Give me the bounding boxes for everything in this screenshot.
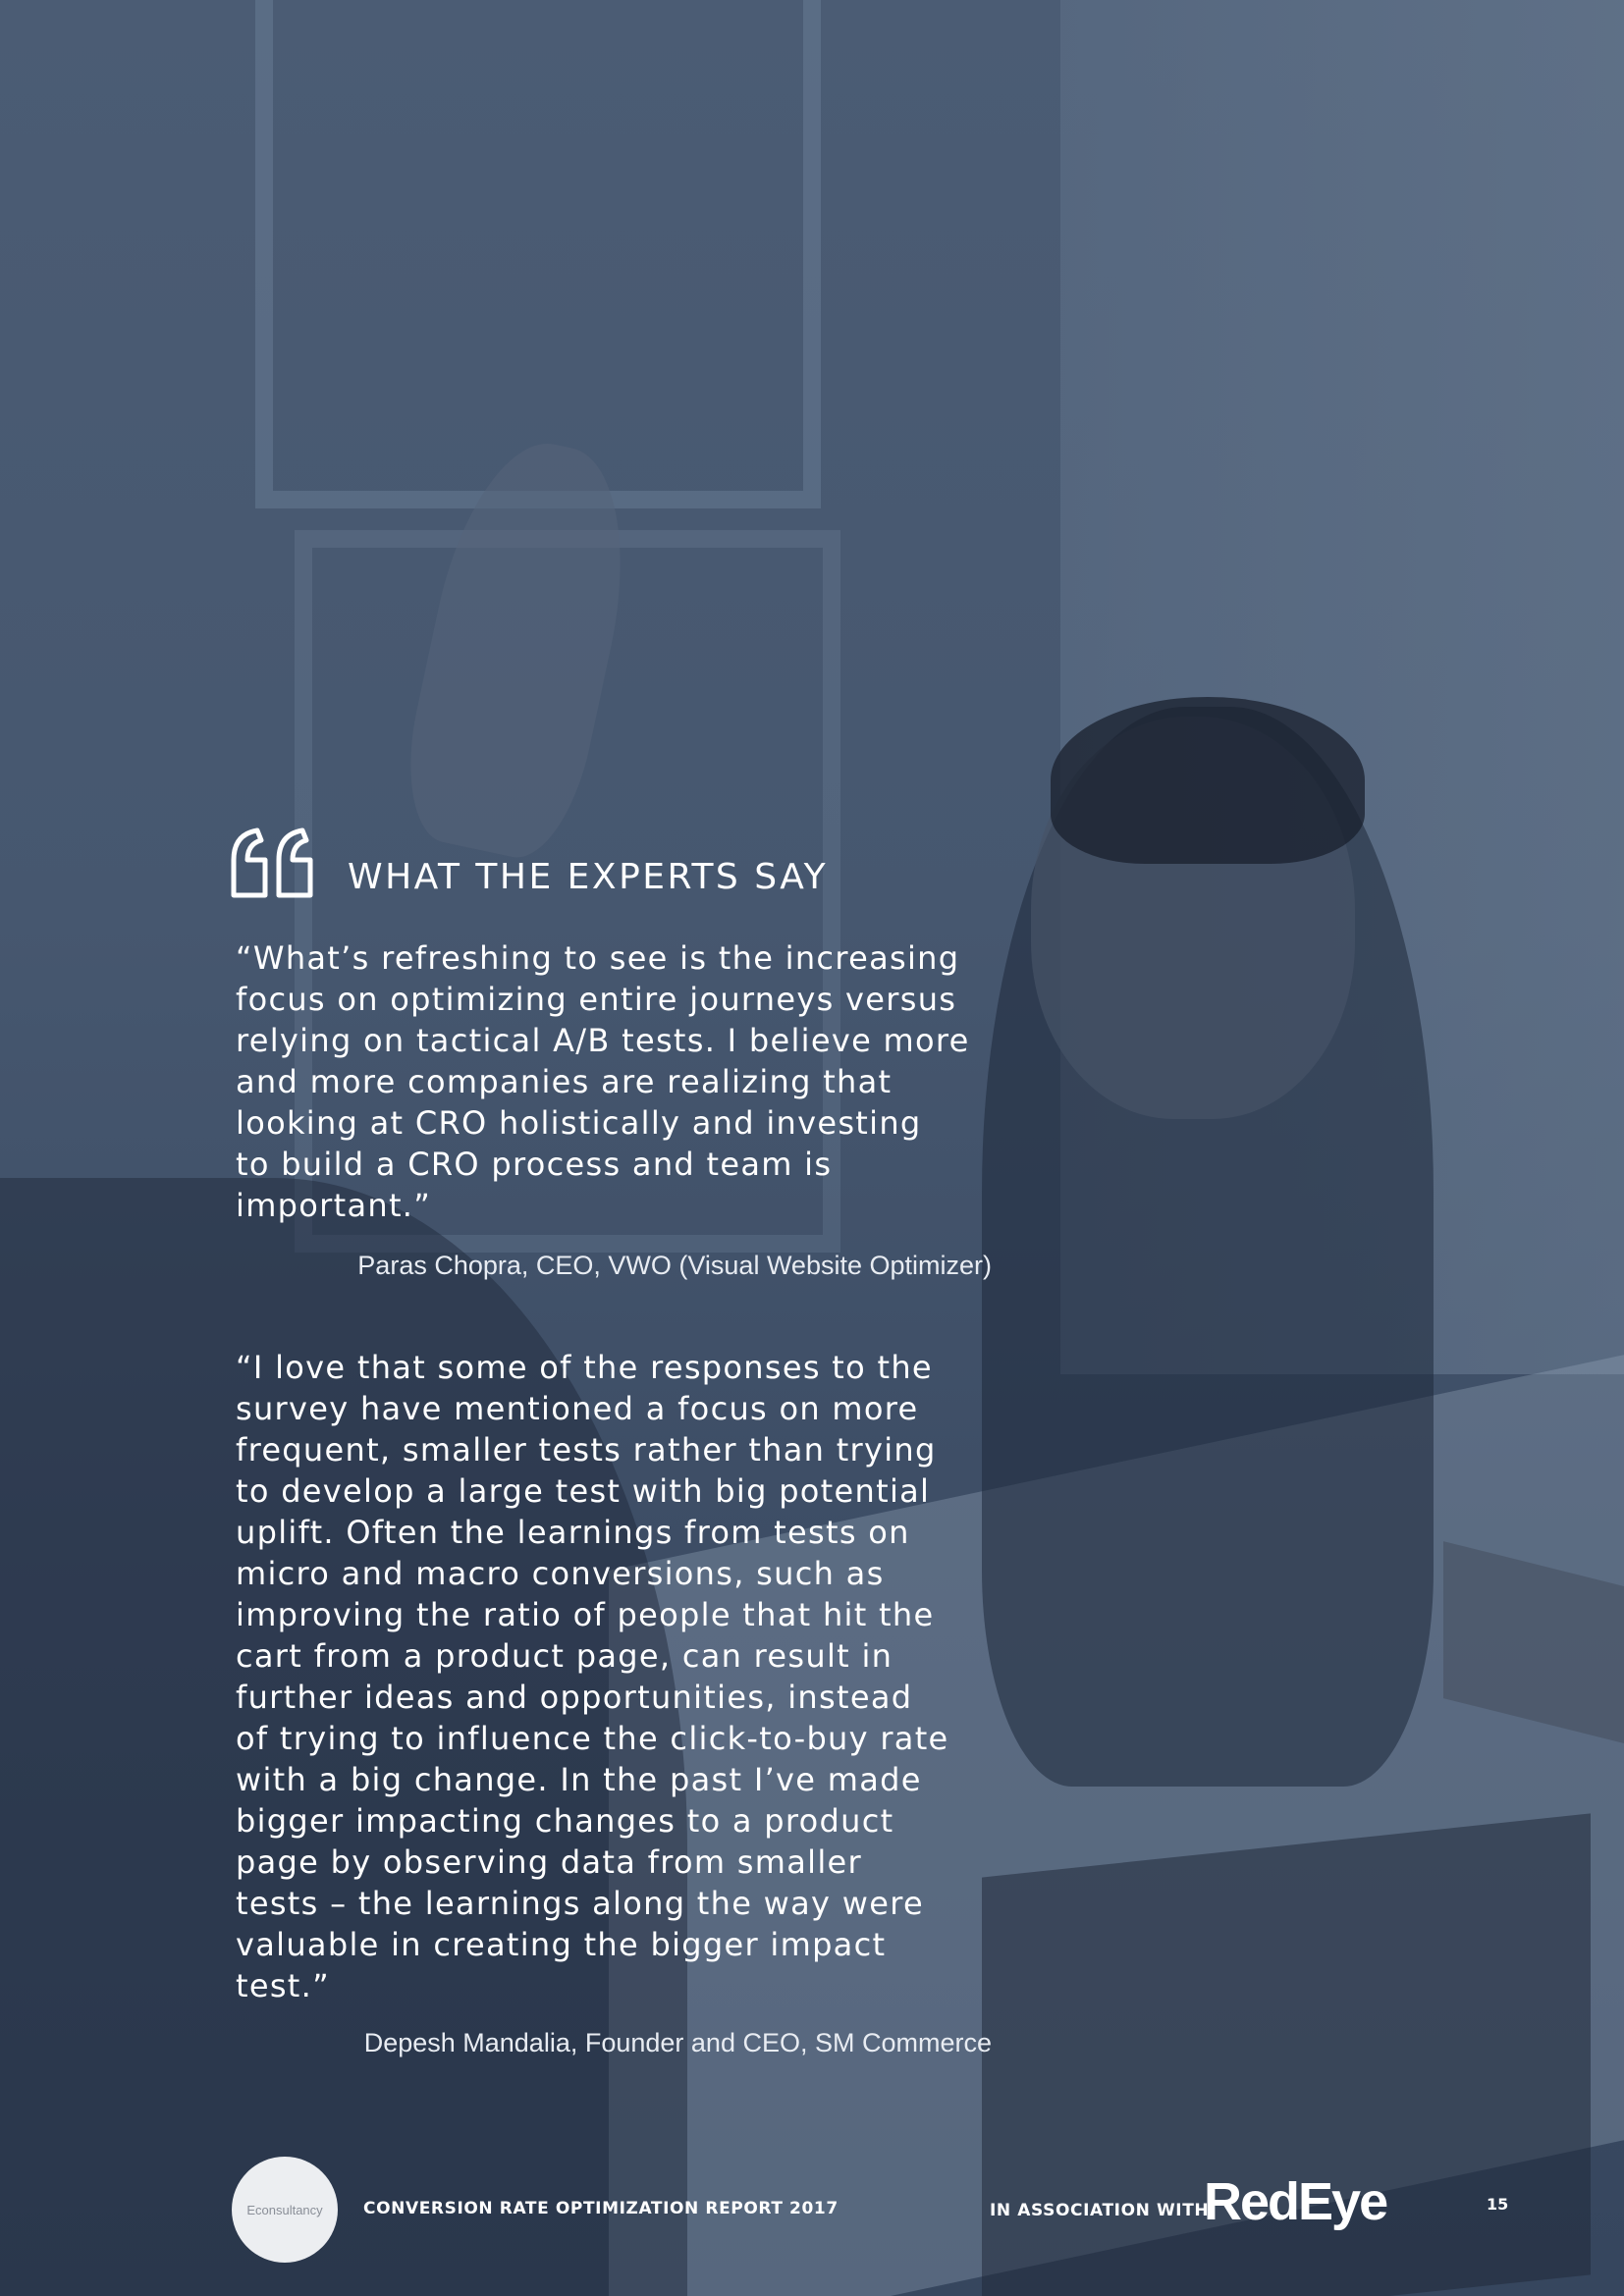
page-number: 15	[1487, 2195, 1509, 2214]
section-heading: WHAT THE EXPERTS SAY	[348, 857, 829, 897]
redeye-logo: RedEye	[1204, 2172, 1387, 2231]
expert-quote-2: “I love that some of the responses to the survey have mentioned a focus on more frequent, smaller tests rather than trying to develop a large test with big potential uplift. Often the learnings from tests on micro and macro conversions, such as improving the ratio of people that hit the cart from a product page, can result in further ideas and opportunities, instead of trying to influence the click-to-buy rate with a big change. In the past I’ve made bigger impacting changes to a product page by observing data from smaller tests – the learnings along the way were valuable in creating the bigger impact test.”	[236, 1349, 949, 2004]
quote-mark-icon	[228, 825, 318, 899]
expert-quote-1: “What’s refreshing to see is the increasing focus on optimizing entire journeys versus relying on tactical A/B tests. I believe more and more companies are realizing that looking at CRO holistically and investing to build a CRO process and team is important.”	[236, 939, 970, 1224]
association-label: IN ASSOCIATION WITH	[990, 2201, 1210, 2220]
quote-attribution-1: Paras Chopra, CEO, VWO (Visual Website Optimizer)	[357, 1251, 992, 1280]
econsultancy-logo: Econsultancy	[232, 2157, 338, 2263]
report-title: CONVERSION RATE OPTIMIZATION REPORT 2017	[363, 2199, 839, 2218]
quote-attribution-2: Depesh Mandalia, Founder and CEO, SM Commerce	[363, 2028, 992, 2057]
